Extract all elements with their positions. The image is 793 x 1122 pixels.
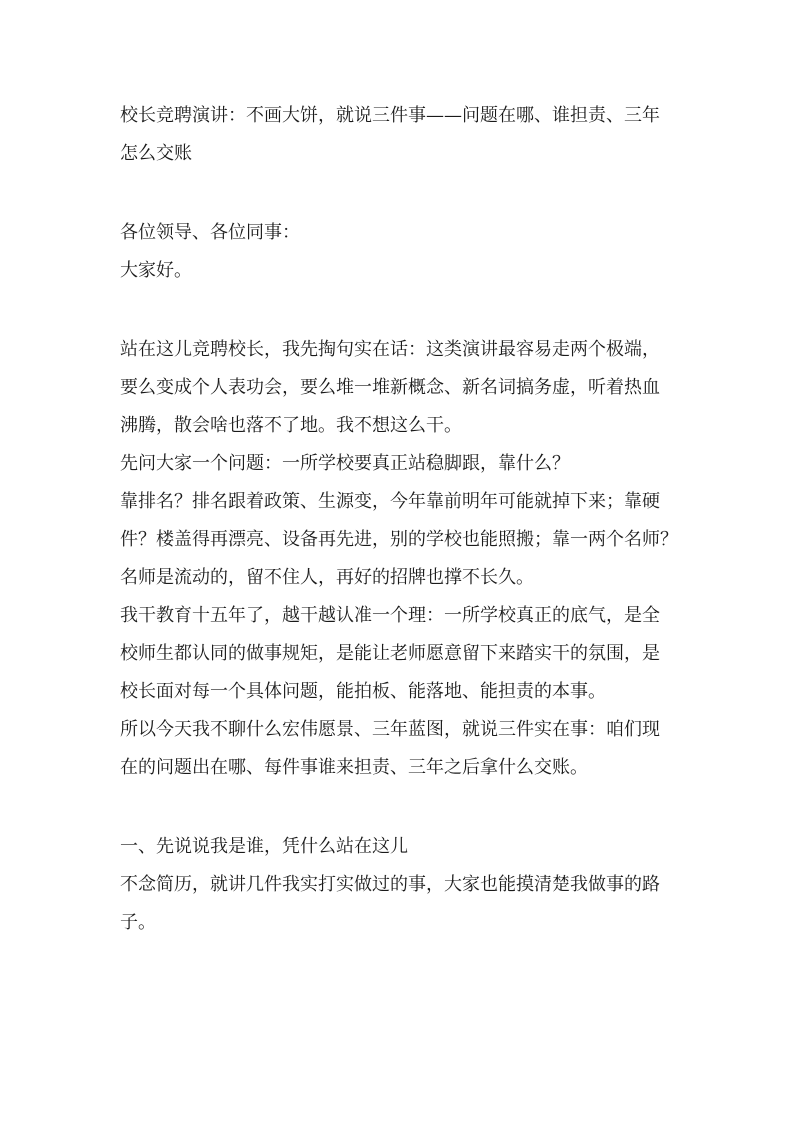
- spacer: [120, 787, 678, 828]
- question-line: 先问大家一个问题：一所学校要真正站稳脚跟，靠什么？: [120, 453, 570, 474]
- salutation: 各位领导、各位同事：: [120, 222, 300, 243]
- spacer: [120, 173, 678, 214]
- spacer: [120, 290, 678, 331]
- section-line: 子。: [120, 912, 156, 933]
- rank-line: 件？楼盖得再漂亮、设备再先进，别的学校也能照搬；靠一两个名师？: [120, 529, 678, 550]
- experience-line: 我干教育十五年了，越干越认准一个理：一所学校真正的底气，是全: [120, 605, 660, 626]
- intro-line: 站在这儿竞聘校长，我先掏句实在话：这类演讲最容易走两个极端，: [120, 339, 660, 360]
- intro-line: 沸腾，散会啥也落不了地。我不想这么干。: [120, 415, 462, 436]
- section-line: 不念简历，就讲几件我实打实做过的事，大家也能摸清楚我做事的路: [120, 874, 660, 895]
- experience-line: 校师生都认同的做事规矩，是能让老师愿意留下来踏实干的氛围，是: [120, 643, 660, 664]
- plan-line: 所以今天我不聊什么宏伟愿景、三年蓝图，就说三件实在事：咱们现: [120, 719, 660, 740]
- section-heading: 一、先说说我是谁，凭什么站在这儿: [120, 836, 408, 857]
- experience-line: 校长面对每一个具体问题，能拍板、能落地、能担责的本事。: [120, 681, 606, 702]
- greeting: 大家好。: [120, 260, 192, 281]
- rank-line: 靠排名？排名跟着政策、生源变，今年靠前明年可能就掉下来；靠硬: [120, 491, 660, 512]
- rank-line: 名师是流动的，留不住人，再好的招牌也撑不长久。: [120, 567, 534, 588]
- intro-line: 要么变成个人表功会，要么堆一堆新概念、新名词搞务虚，听着热血: [120, 377, 660, 398]
- title-line-2: 怎么交账: [120, 143, 192, 164]
- document-page: [120, 97, 678, 942]
- plan-line: 在的问题出在哪、每件事谁来担责、三年之后拿什么交账。: [120, 757, 588, 778]
- title-line-1: 校长竞聘演讲：不画大饼，就说三件事——问题在哪、谁担责、三年: [120, 105, 660, 126]
